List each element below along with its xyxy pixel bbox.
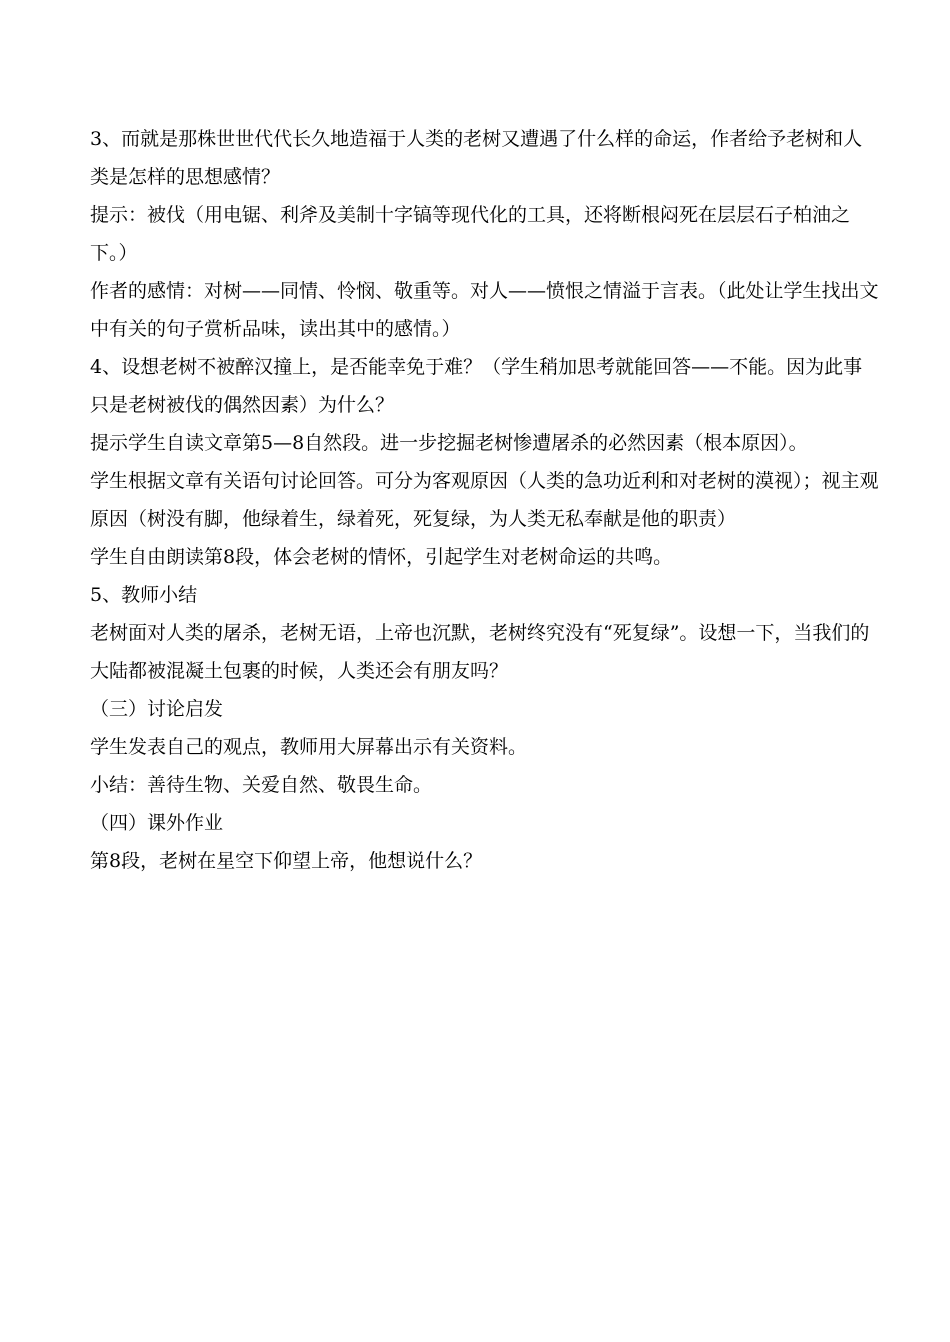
heading-teacher-summary: 5、教师小结 — [90, 584, 198, 606]
document-body — [90, 120, 880, 880]
paragraph-discussion-reasons: 学生根据文章有关语句讨论回答。可分为客观原因（人类的急功近利和对老树的漠视）；视主观原因（树没有脚，他绿着生，绿着死，死复绿，为人类无私奉献是他的职责） — [90, 470, 879, 530]
paragraph-read-aloud: 学生自由朗读第8段，体会老树的情怀，引起学生对老树命运的共鸣。 — [90, 546, 673, 568]
heading-discussion: （三）讨论启发 — [90, 698, 224, 720]
paragraph-hint-felled: 提示：被伐（用电锯、利斧及美制十字镐等现代化的工具，还将断根闷死在层层石子柏油之下。） — [90, 204, 851, 264]
paragraph-author-feelings: 作者的感情：对树——同情、怜悯、敬重等。对人——愤恨之情溢于言表。（此处让学生找出文中有关的句子赏析品味，读出其中的感情。） — [90, 280, 879, 340]
paragraph-student-views: 学生发表自己的观点，教师用大屏幕出示有关资料。 — [90, 736, 528, 758]
paragraph-question-3: 3、而就是那株世世代代长久地造福于人类的老树又遭遇了什么样的命运，作者给予老树和人类是怎样的思想感情？ — [90, 128, 863, 188]
heading-homework: （四）课外作业 — [90, 812, 224, 834]
paragraph-conclusion: 小结：善待生物、关爱自然、敬畏生命。 — [90, 774, 433, 796]
paragraph-hint-reading: 提示学生自读文章第5—8自然段。进一步挖掘老树惨遭屠杀的必然因素（根本原因）。 — [90, 432, 808, 454]
paragraph-question-4: 4、设想老树不被醉汉撞上，是否能幸免于难？（学生稍加思考就能回答——不能。因为此事只是老树被伐的偶然因素）为什么？ — [90, 356, 863, 416]
paragraph-homework-task: 第8段，老树在星空下仰望上帝，他想说什么？ — [90, 850, 483, 872]
paragraph-summary-text: 老树面对人类的屠杀，老树无语，上帝也沉默，老树终究没有“死复绿”。设想一下，当我们的大陆都被混凝土包裹的时候，人类还会有朋友吗？ — [90, 622, 870, 682]
